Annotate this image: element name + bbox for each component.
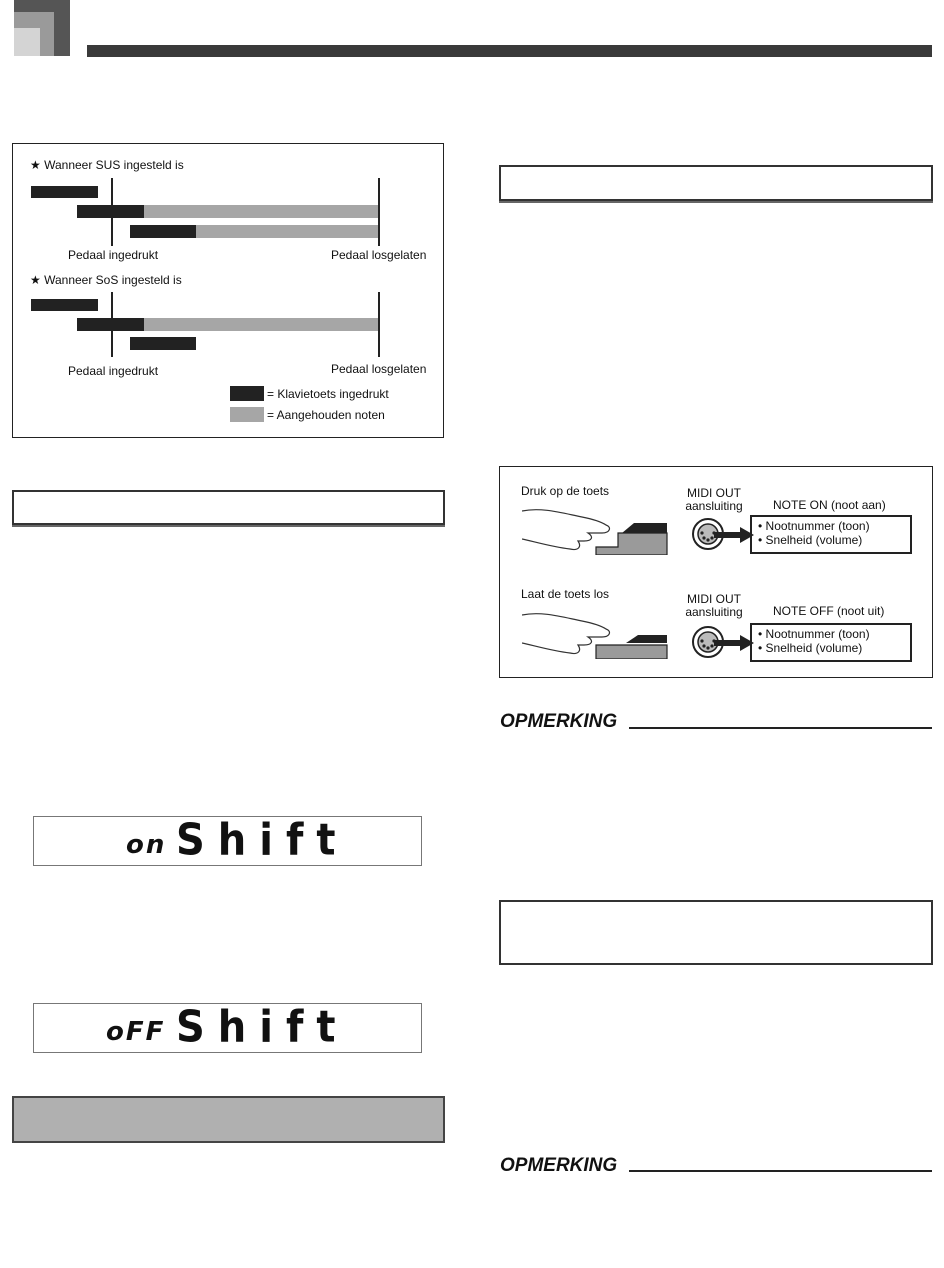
midi-diagram — [499, 466, 933, 678]
pedal-pressed-label: Pedaal ingedrukt — [68, 364, 159, 378]
lcd-prefix: oFF — [106, 1017, 166, 1047]
lcd-word: Shift — [176, 815, 349, 866]
grey-heading-box — [12, 1096, 445, 1143]
midi-out-label — [684, 487, 744, 513]
header-rule — [87, 45, 932, 57]
velocity-item: • Snelheid (volume) — [758, 533, 863, 547]
midi-out-line1: MIDI OUT — [687, 486, 741, 500]
held-bar — [144, 205, 379, 218]
velocity-item: • Snelheid (volume) — [758, 641, 863, 655]
lcd-display-off — [33, 1003, 422, 1053]
sustain-diagram — [12, 143, 444, 438]
note-rule — [629, 727, 932, 729]
midi-out-line2: aansluiting — [685, 499, 743, 513]
key-bar — [130, 337, 196, 350]
pedal-released-label: Pedaal losgelaten — [331, 362, 427, 376]
arrow-right-icon — [714, 635, 754, 651]
hand-release-illustration — [522, 607, 672, 659]
section-heading-box — [499, 165, 933, 201]
note-off-info-box — [750, 623, 912, 662]
legend-key-label: = Klavietoets ingedrukt — [267, 387, 389, 401]
section-heading-box — [12, 490, 445, 525]
pedal-release-line — [378, 178, 380, 246]
corner-decoration-light — [14, 28, 40, 56]
pedal-press-line — [111, 178, 113, 246]
key-bar — [130, 225, 196, 238]
note-heading: OPMERKING — [500, 1155, 618, 1176]
note-on-info-box — [750, 515, 912, 554]
legend-key-swatch — [230, 386, 264, 401]
sos-heading: ★ Wanneer SoS ingesteld is — [30, 273, 182, 287]
press-label: Druk op de toets — [521, 484, 610, 498]
midi-out-line2: aansluiting — [685, 605, 743, 619]
held-bar — [196, 225, 379, 238]
pedal-pressed-label: Pedaal ingedrukt — [68, 248, 159, 262]
note-on-title: NOTE ON (noot aan) — [773, 498, 886, 512]
note-heading: OPMERKING — [500, 711, 618, 732]
lcd-word: Shift — [176, 1002, 349, 1053]
arrow-right-icon — [714, 527, 754, 543]
legend-held-label: = Aangehouden noten — [267, 408, 385, 422]
note-rule — [629, 1170, 932, 1172]
midi-out-line1: MIDI OUT — [687, 592, 741, 606]
legend-held-swatch — [230, 407, 264, 422]
key-bar — [31, 186, 98, 198]
note-number-item: • Nootnummer (toon) — [758, 627, 870, 641]
midi-out-label — [684, 593, 744, 619]
pedal-release-line — [378, 292, 380, 357]
pedal-released-label: Pedaal losgelaten — [331, 248, 427, 262]
hand-press-illustration — [522, 503, 672, 555]
held-bar — [144, 318, 379, 331]
note-off-title: NOTE OFF (noot uit) — [773, 604, 885, 618]
note-number-item: • Nootnummer (toon) — [758, 519, 870, 533]
sus-heading: ★ Wanneer SUS ingesteld is — [30, 158, 184, 172]
pedal-press-line — [111, 292, 113, 357]
release-label: Laat de toets los — [521, 587, 610, 601]
section-heading-box — [499, 900, 933, 965]
lcd-prefix: on — [126, 830, 167, 860]
key-bar — [31, 299, 98, 311]
lcd-display-on — [33, 816, 422, 866]
